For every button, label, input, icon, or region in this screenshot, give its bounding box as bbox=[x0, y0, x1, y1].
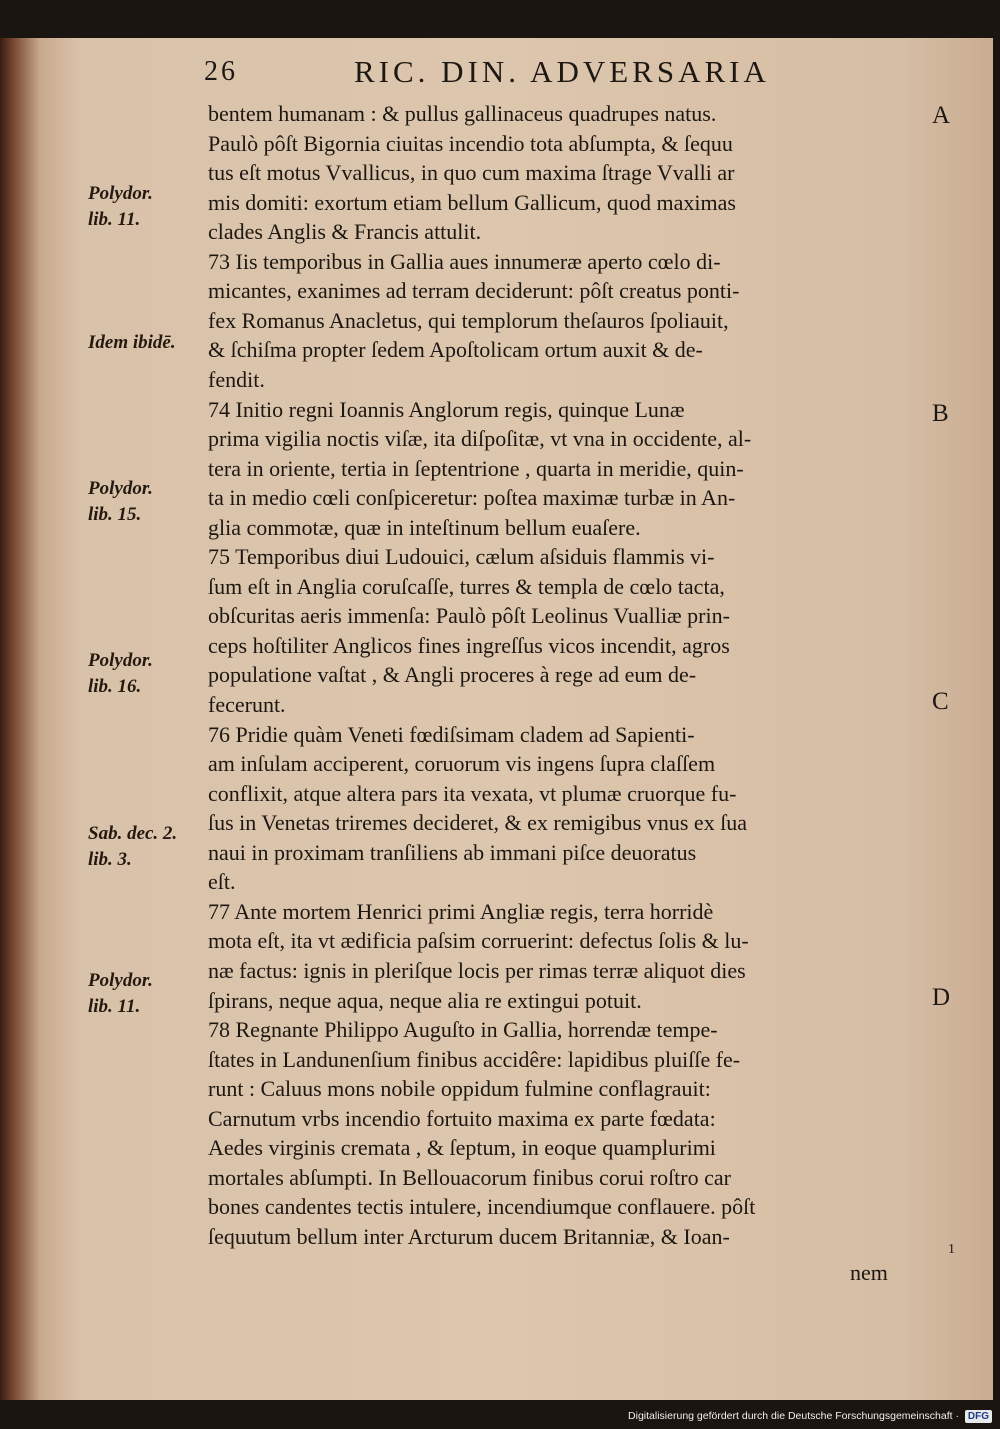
margin-note bbox=[88, 968, 198, 1020]
margin-note-line: Sab. dec. 2. bbox=[88, 823, 178, 844]
text-line: am inſulam acciperent, coruorum vis ingens ſupra claſſem bbox=[208, 751, 716, 777]
text-line: populatione vaſtat , & Angli proceres à rege ad eum de- bbox=[208, 662, 697, 688]
text-line: tus eſt motus Vvallicus, in quo cum maxima ſtrage Vvalli ar bbox=[208, 160, 735, 186]
book-page bbox=[0, 38, 993, 1400]
section-letter-b: B bbox=[932, 400, 949, 427]
margin-note bbox=[88, 181, 198, 233]
text-line: 73 Iis temporibus in Gallia aues innumeræ aperto cœlo di- bbox=[208, 248, 721, 274]
text-line: fecerunt. bbox=[208, 692, 286, 717]
dfg-logo: DFG bbox=[965, 1410, 992, 1423]
margin-note-line: lib. 11. bbox=[88, 996, 141, 1017]
running-title: RIC. DIN. ADVERSARIA bbox=[354, 54, 770, 89]
text-line: næ factus: ignis in pleriſque locis per rimas terræ aliquot dies bbox=[208, 957, 746, 983]
margin-note bbox=[88, 821, 198, 873]
text-line: 77 Ante mortem Henrici primi Angliæ regis, terra horridè bbox=[208, 898, 714, 924]
text-line: & ſchiſma propter ſedem Apoſtolicam ortum auxit & de- bbox=[208, 337, 703, 363]
text-line: 74 Initio regni Ioannis Anglorum regis, quinque Lunæ bbox=[208, 396, 685, 422]
margin-note-line: lib. 16. bbox=[88, 676, 142, 697]
margin-note-line: lib. 11. bbox=[88, 209, 141, 230]
text-line: bones candentes tectis intulere, incendiumque conflauere. pôſt bbox=[208, 1194, 756, 1220]
margin-note-line: Polydor. bbox=[88, 970, 153, 991]
margin-note bbox=[88, 476, 198, 528]
page-number: 26 bbox=[204, 56, 238, 87]
text-line: obſcuritas aeris immenſa: Paulò pôſt Leolinus Vualliæ prin- bbox=[208, 603, 730, 629]
text-line: glia commotæ, quæ in inteſtinum bellum euaſere. bbox=[208, 514, 641, 540]
page-content bbox=[0, 38, 993, 1400]
text-line: ceps hoſtiliter Anglicos fines ingreſſus vicos incendit, agros bbox=[208, 632, 730, 658]
margin-note-line: lib. 15. bbox=[88, 504, 142, 525]
text-line: prima vigilia noctis viſæ, ita diſpoſitæ, vt vna in occidente, al- bbox=[208, 426, 752, 452]
text-line: Carnutum vrbs incendio fortuito maxima ex parte fœdata: bbox=[208, 1105, 716, 1131]
text-line: Paulò pôſt Bigornia ciuitas incendio tota abſumpta, & ſequu bbox=[208, 130, 733, 156]
margin-note-line: Polydor. bbox=[88, 478, 153, 499]
catchword: nem bbox=[850, 1260, 888, 1285]
section-letter-c: C bbox=[932, 688, 949, 715]
footer-text: Digitalisierung gefördert durch die Deutsche Forschungsgemeinschaft · bbox=[628, 1410, 959, 1422]
margin-note-line: Polydor. bbox=[88, 650, 153, 671]
text-line: 75 Temporibus diui Ludouici, cælum aſsiduis flammis vi- bbox=[208, 544, 715, 570]
digitization-footer bbox=[560, 1410, 992, 1426]
margin-note-line: lib. 3. bbox=[88, 849, 132, 870]
text-line: ta in medio cœli conſpiceretur: poſtea maximæ turbæ in An- bbox=[208, 485, 736, 511]
text-line: ſtates in Landunenſium finibus accidêre: lapidibus pluiſſe fe- bbox=[208, 1046, 741, 1072]
text-line: 78 Regnante Philippo Auguſto in Gallia, horrendæ tempe- bbox=[208, 1017, 718, 1043]
text-line: ſum eſt in Anglia coruſcaſſe, turres & templa de cœlo tacta, bbox=[208, 573, 725, 599]
section-letter-d: D bbox=[932, 984, 951, 1011]
margin-note bbox=[88, 648, 198, 700]
text-line: clades Anglis & Francis attulit. bbox=[208, 219, 482, 245]
text-line: fex Romanus Anacletus, qui templorum theſauros ſpoliauit, bbox=[208, 307, 729, 333]
text-line: tera in oriente, tertia in ſeptentrione , quarta in meridie, quin- bbox=[208, 455, 744, 481]
text-line: ſpirans, neque aqua, neque alia re extingui potuit. bbox=[208, 987, 642, 1013]
text-line: mis domiti: exortum etiam bellum Gallicum, quod maximas bbox=[208, 189, 736, 215]
text-line: micantes, exanimes ad terram deciderunt: pôſt creatus ponti- bbox=[208, 278, 740, 304]
text-line: mota eſt, ita vt ædificia paſsim corruerint: defectus ſolis & lu- bbox=[208, 928, 749, 954]
text-line: mortales abſumpti. In Bellouacorum finibus corui roſtro car bbox=[208, 1164, 731, 1190]
text-line: fendit. bbox=[208, 366, 265, 392]
margin-note-line: Idem ibidē. bbox=[88, 332, 176, 353]
text-line: 76 Pridie quàm Veneti fœdiſsimam cladem ad Sapienti- bbox=[208, 721, 695, 747]
margin-note-line: Polydor. bbox=[88, 183, 153, 204]
text-line: naui in proximam tranſiliens ab immani piſce deuoratus bbox=[208, 839, 697, 865]
text-line: runt : Caluus mons nobile oppidum fulmine conflagrauit: bbox=[208, 1076, 711, 1102]
signature-mark: 1 bbox=[948, 1242, 955, 1257]
text-line: eſt. bbox=[208, 869, 236, 895]
text-line: conflixit, atque altera pars ita vexata, vt plumæ cruorque fu- bbox=[208, 780, 737, 806]
text-line: Aedes virginis cremata , & ſeptum, in eoque quamplurimi bbox=[208, 1135, 716, 1161]
text-line: ſus in Venetas triremes decideret, & ex remigibus vnus ex ſua bbox=[208, 810, 748, 836]
section-letter-a: A bbox=[932, 102, 951, 129]
margin-note bbox=[88, 330, 198, 356]
text-line: bentem humanam : & pullus gallinaceus quadrupes natus. bbox=[208, 101, 717, 126]
text-line: ſequutum bellum inter Arcturum ducem Britanniæ, & Ioan- bbox=[208, 1223, 730, 1249]
